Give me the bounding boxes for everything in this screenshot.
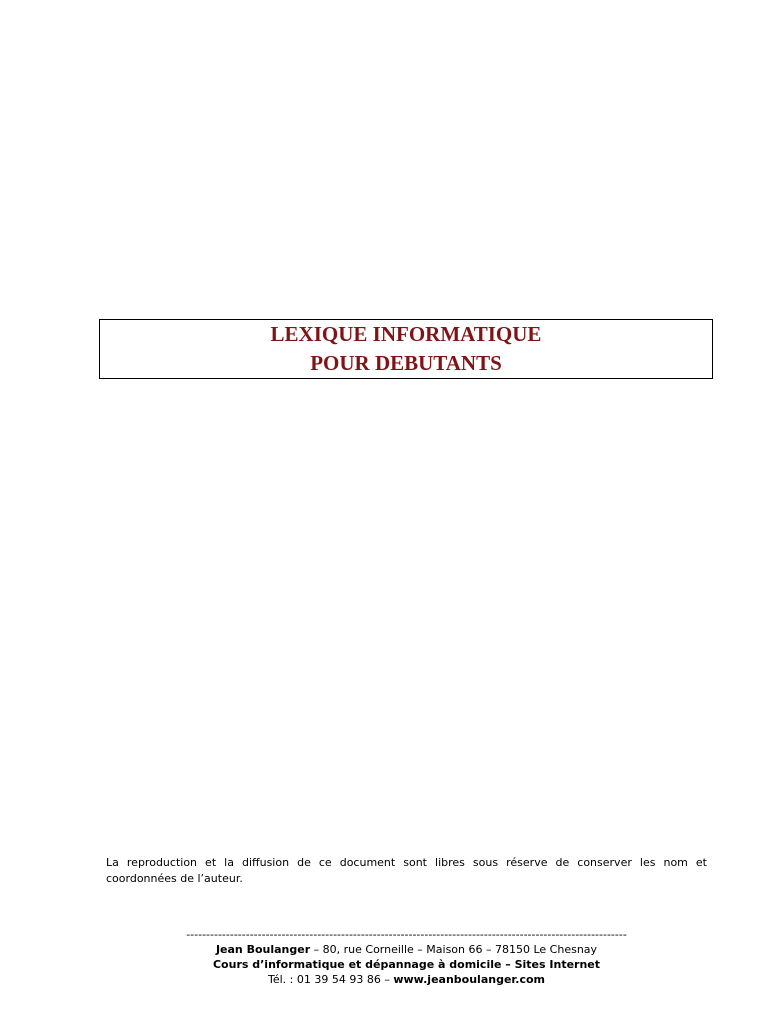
footer-author-name: Jean Boulanger: [215, 943, 311, 956]
copyright-notice: La reproduction et la diffusion de ce document sont libres sous réserve de conserver les nom et coordonnées de l’auteur.: [106, 856, 707, 885]
footer-separator: ---------------------------------------------------------------------------------------------------------------: [186, 928, 627, 941]
footer-phone: Tél. : 01 39 54 93 86 –: [268, 973, 394, 986]
document-title-line-1: LEXIQUE INFORMATIQUE: [270, 322, 542, 346]
page-footer: [106, 928, 707, 987]
footer-author-line: [106, 942, 707, 957]
footer-author-address: – 80, rue Corneille – Maison 66 – 78150 Le Chesnay: [310, 943, 598, 956]
footer-services: Cours d’informatique et dépannage à domicile – Sites Internet: [212, 958, 601, 971]
document-title-box: [99, 319, 713, 379]
document-title-line-2: POUR DEBUTANTS: [310, 351, 502, 375]
footer-website-link[interactable]: www.jeanboulanger.com: [393, 973, 545, 986]
footer-contact-line: [106, 972, 707, 987]
